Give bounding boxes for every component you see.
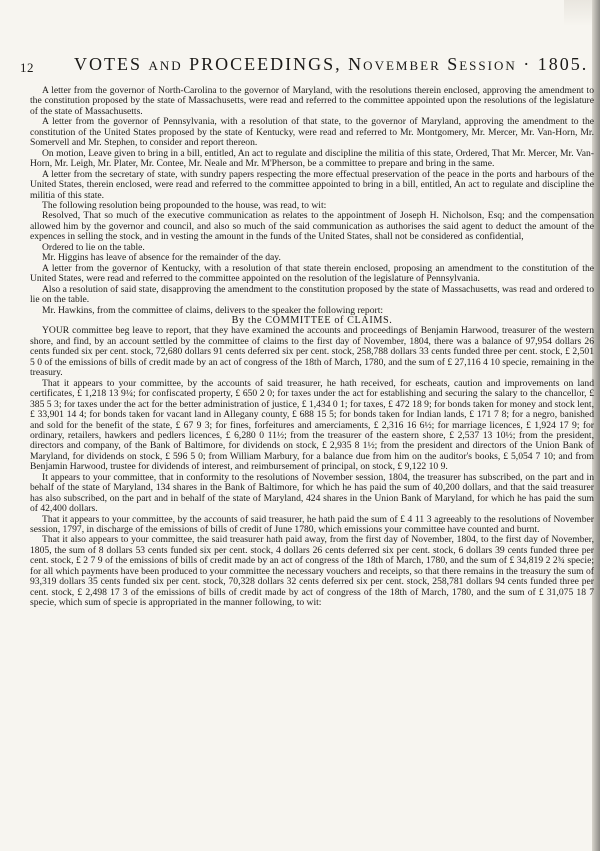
paragraph-nc-letter: A letter from the governor of North-Carolina to the governor of Maryland, with the resolutions therein enclosed, approving the amendment to the constitution proposed by the state of Massachusetts, were read and referred to the committee appointed upon the resolutions of the legislature of the state of Massachusetts. [30, 86, 594, 117]
body-text [30, 86, 594, 851]
report-paragraph-bills-burnt: That it appears to your committee, by the accounts of said treasurer, he hath paid the sum of £ 4 11 3 agreeably to the resolutions of November session, 1797, in discharge of the emissions of bills of credit of June 1780, which emissions your committee have counted and burnt. [30, 513, 594, 536]
report-paragraph-payments: That it also appears to your committee, the said treasurer hath paid away, from the first day of November, 1804, to the first day of November, 1805, the sum of 8 dollars 53 cents funded six per cent. stock, 4 dollars 26 cents deferred six per cent. stock, 6 dollars 39 cents funded three per cent. stock, £ 2 7 9 of the emissions of bills of credit made by an act of congress of the 18th of March, 1780, and the sum of £ 34,819 2 2¾ specie; for all which payments have been produced to your committee the necessary vouchers and receipts, so that there remains in the treasury the sum of 93,319 dollars 35 cents funded six per cent. stock, 70,328 dollars 32 cents deferred six per cent. stock, 258,781 dollars 94 cents funded three per cent. stock, £ 2,498 17 3 of the emissions of bills of credit made by act of congress of the 18th of March, 1780, and the sum of £ 31,075 18 7 specie, which sum of specie is appropriated in the manner following, to wit: [30, 534, 594, 609]
paragraph-ky-letter: A letter from the governor of Kentucky, with a resolution of that state therein enclosed, proposing an amendment to the constitution of the United States, were read and referred to the committee appointed on the resolution of the legislature of Pennsylvania. [30, 262, 594, 285]
report-paragraph-opening: YOUR committee beg leave to report, that they have examined the accounts and proceedings of Benjamin Harwood, treasurer of the western shore, and find, by an account settled by the committee of claims to the first day of November, 1804, there was a balance of 97,954 dollars 26 cents funded six per cent. stock, 72,680 dollars 91 cents deferred six per cent. stock, 258,788 dollars 33 cents funded three per cent. stock, £ 2,501 5 0 of the emissions of bills of credit made by an act of congress of the 18th of March, 1780, and the sum of £ 27,116 4 10 specie, remaining in the treasury. [30, 325, 594, 379]
paragraph-disapproving-resolution: Also a resolution of said state, disapproving the amendment to the constitution proposed by the state of Massachusetts, was read and ordered to lie on the table. [30, 283, 594, 306]
running-title: VOTES and PROCEEDINGS, November Session · 1805. [74, 54, 589, 74]
report-paragraph-receipts: That it appears to your committee, by the accounts of said treasurer, he hath received, for escheats, caution and improvements on land certificates, £ 1,218 13 9¼; for confiscated property, £ 650 2 0; for taxes under the act for establishing and securing the salary to the chancellor, £ 385 5 3; for taxes under the act for the better administration of justice, £ 1,434 0 1; for taxes, £ 472 18 9; for bonds taken for money and stock lent, £ 33,901 14 4; for bonds taken for vacant land in Allegany county, £ 688 15 5; for bonds taken for Indian lands, £ 171 7 8; for a negro, banished and sold for the benefit of the state, £ 67 9 3; for fines, forfeitures and amerciaments, £ 2,316 16 6½; for marriage licences, £ 1,924 17 9; for ordinary, retailers, hawkers and pedlers licences, £ 6,280 0 11½; from the treasurer of the eastern shore, £ 2,537 13 10½; from the president, directors and company, of the Bank of Baltimore, for dividends on stock, £ 2,935 8 1½; from the president and directors of the Union Bank of Maryland, for dividends on stock, £ 596 5 0; from William Marbury, for a balance due from him on the auditor's books, £ 5,054 7 10; and from Benjamin Harwood, trustee for dividends of interest, and reimbursement of principal, on stock, £ 9,122 10 9. [30, 377, 594, 473]
committee-heading: By the COMMITTEE of CLAIMS. [231, 314, 393, 326]
paragraph-resolution-intro: The following resolution being propounded to the house, was read, to wit: [42, 199, 327, 211]
page-number: 12 [20, 60, 34, 75]
paragraph-hawkins-report: Mr. Hawkins, from the committee of claims, delivers to the speaker the following report: [42, 304, 384, 316]
paragraph-resolved: Resolved, That so much of the executive communication as relates to the appointment of Joseph H. Nicholson, Esq; and the compensation allowed him by the governor and council, and also so much of the said communication as authorises the said agent to deduct the amount of the expences in selling the stock, and in vesting the amount in the funds of the United States, shall not be considered as confidential, [30, 210, 594, 243]
paragraph-ordered-lie: Ordered to lie on the table. [42, 241, 145, 253]
paragraph-pa-letter: A letter from the governor of Pennsylvania, with a resolution of that state, to the governor of Maryland, approving the amendment to the constitution of the United States proposed by the state of Kentucky, were read and referred to Mr. Montgomery, Mr. Mercer, Mr. Van-Horn, Mr. Somervell and Mr. Stephen, to consider and report thereon. [30, 116, 594, 149]
paragraph-militia-bill: On motion, Leave given to bring in a bill, entitled, An act to regulate and discipline the militia of this state, Ordered, That Mr. Mercer, Mr. Van-Horn, Mr. Leigh, Mr. Plater, Mr. Contee, Mr. Neale and Mr. M'Pherson, be a committee to prepare and bring in the same. [30, 147, 594, 170]
paragraph-leave-absence: Mr. Higgins has leave of absence for the remainder of the day. [42, 252, 281, 264]
report-paragraph-bank-shares: It appears to your committee, that in conformity to the resolutions of November session, 1804, the treasurer has subscribed, on the part and in behalf of the state of Maryland, 134 shares in the Bank of Baltimore, for which he has paid the sum of 40,200 dollars, and that the said treasurer has also subscribed, on the part and in behalf of the state of Maryland, 424 shares in the Union Bank of Maryland, for which he has paid the sum of 42,400 dollars. [30, 471, 594, 515]
page-header [18, 52, 589, 82]
paragraph-secretary-letter: A letter from the secretary of state, with sundry papers respecting the more effectual preservation of the peace in the ports and harbours of the United States, therein enclosed, were read and referred to the committee appointed to bring in a bill, entitled, An act to regulate and discipline the militia of this state. [30, 168, 594, 201]
